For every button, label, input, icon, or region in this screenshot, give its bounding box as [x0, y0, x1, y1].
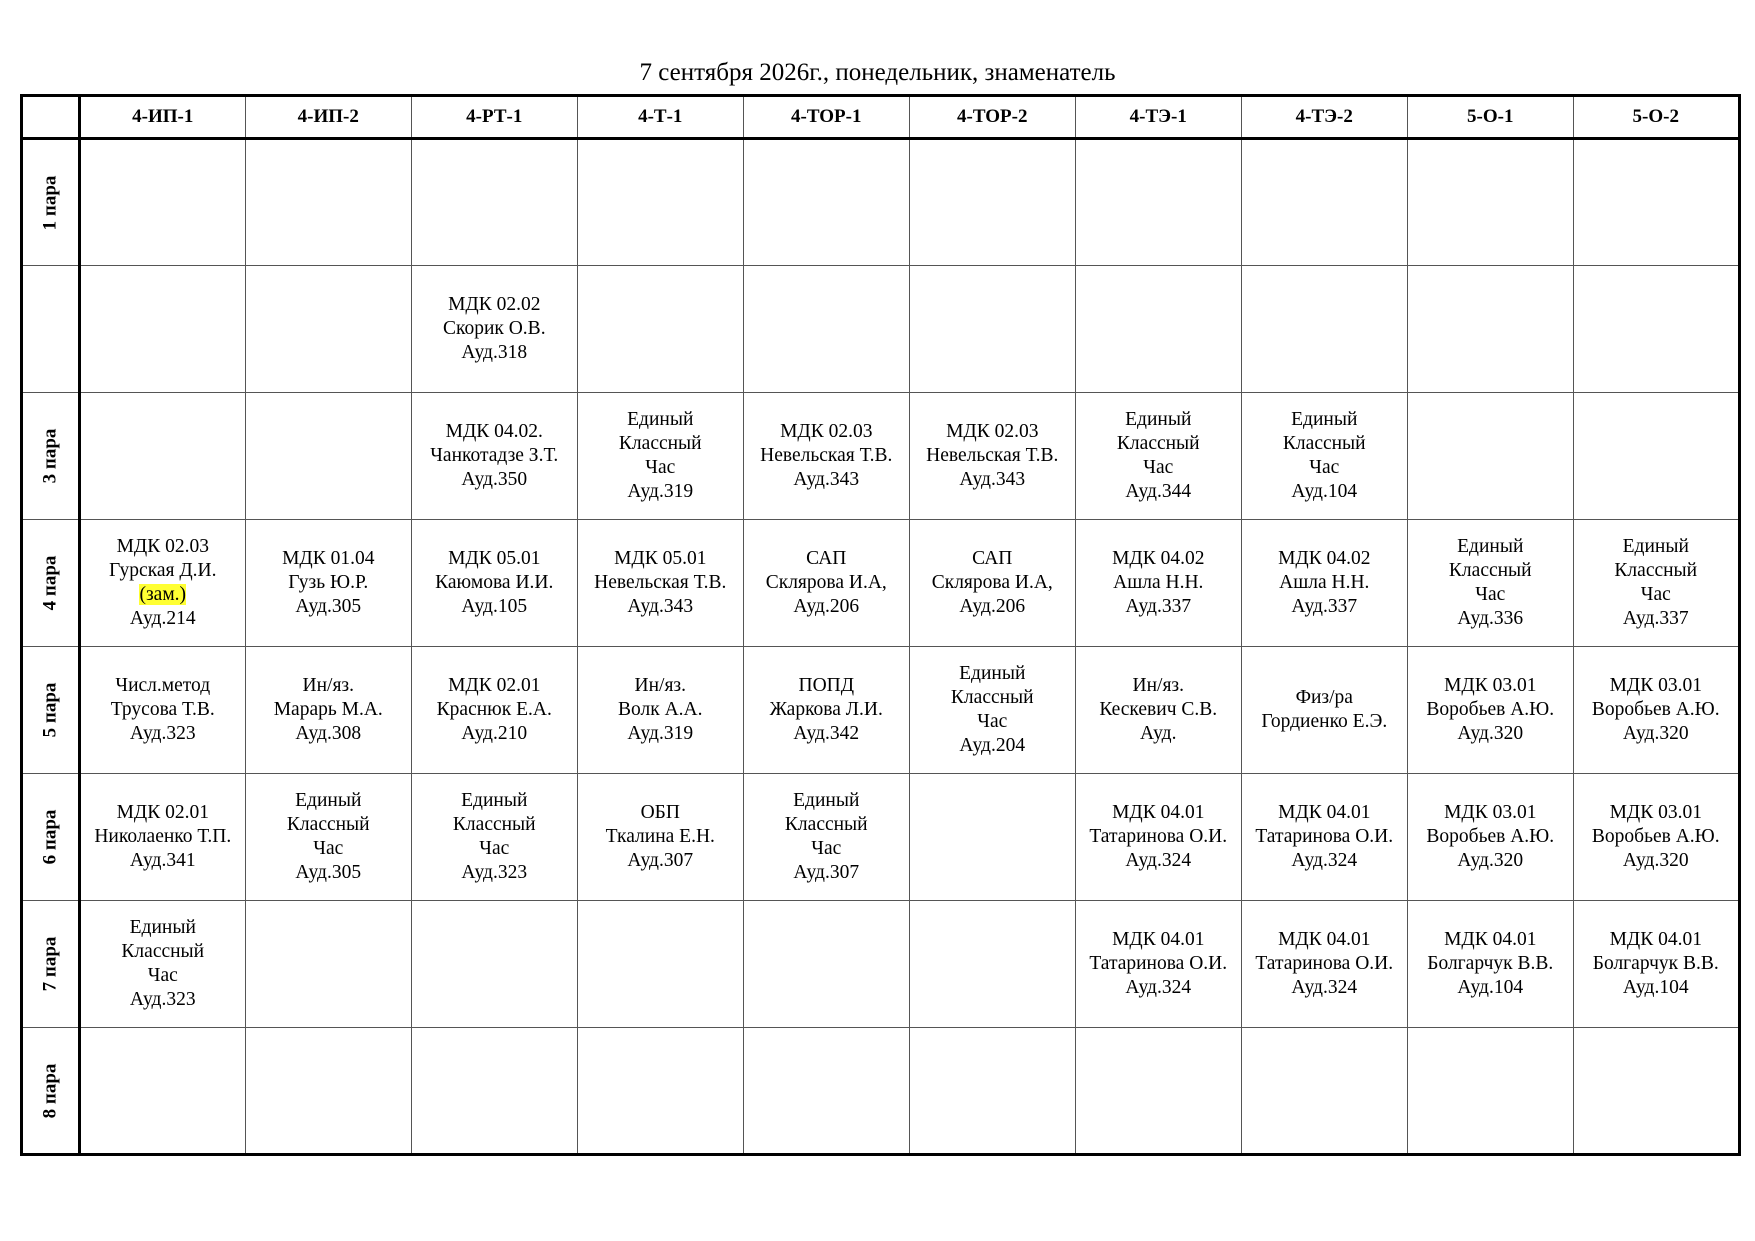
lesson-line: Ауд.323 — [461, 862, 528, 883]
lesson-line: Ауд.308 — [295, 723, 362, 744]
lesson-cell — [245, 774, 411, 901]
lesson-line: Марарь М.А. — [273, 699, 383, 720]
lesson-line: Ауд.337 — [1622, 608, 1689, 629]
lesson-line: Гурская Д.И. — [109, 560, 217, 581]
group-header: 4-ТОР-2 — [909, 96, 1075, 139]
lesson-cell — [743, 139, 909, 266]
period-row — [22, 774, 1740, 901]
lesson-line: Трусова Т.В. — [110, 699, 215, 720]
lesson-line: Классный — [1282, 433, 1366, 454]
lesson-line: Единый — [627, 409, 694, 430]
lesson-line: Ауд.341 — [129, 850, 196, 871]
lesson-line: Ашла Н.Н. — [1279, 572, 1370, 593]
period-cell — [22, 139, 80, 266]
lesson-line: Ауд.324 — [1125, 850, 1192, 871]
period-row — [22, 520, 1740, 647]
lesson-line: Классный — [286, 814, 370, 835]
lesson-cell — [1573, 393, 1739, 520]
period-label: 6 пара — [39, 809, 61, 865]
lesson-line: Классный — [452, 814, 536, 835]
lesson-line: Татаринова О.И. — [1089, 953, 1228, 974]
lesson-cell — [1075, 520, 1241, 647]
lesson-line: Единый — [295, 790, 362, 811]
schedule-table — [20, 94, 1741, 1156]
lesson-line: Склярова И.А, — [765, 572, 887, 593]
lesson-cell — [245, 266, 411, 393]
lesson-line: Физ/ра — [1295, 687, 1353, 708]
lesson-cell — [909, 393, 1075, 520]
lesson-cell — [909, 1028, 1075, 1155]
lesson-cell — [1407, 901, 1573, 1028]
lesson-line: Склярова И.А, — [931, 572, 1053, 593]
lesson-line: Ауд.324 — [1291, 850, 1358, 871]
lesson-cell — [743, 520, 909, 647]
lesson-line: Ауд.344 — [1125, 481, 1192, 502]
lesson-cell — [411, 393, 577, 520]
lesson-line: Ауд.320 — [1622, 850, 1689, 871]
period-label: 5 пара — [39, 682, 61, 738]
lesson-line: Ауд.350 — [461, 469, 528, 490]
lesson-line: Ауд.319 — [627, 723, 694, 744]
lesson-line: Ауд.343 — [959, 469, 1026, 490]
lesson-line: Классный — [1116, 433, 1200, 454]
lesson-cell — [1407, 139, 1573, 266]
lesson-cell — [577, 139, 743, 266]
lesson-line: Ауд.105 — [461, 596, 528, 617]
lesson-line: Час — [1309, 457, 1340, 478]
lesson-cell — [1573, 266, 1739, 393]
lesson-line: Николаенко Т.П. — [94, 826, 232, 847]
lesson-line: Ауд.104 — [1291, 481, 1358, 502]
period-row — [22, 266, 1740, 393]
lesson-line: Классный — [1448, 560, 1532, 581]
lesson-line: САП — [806, 548, 847, 569]
lesson-cell — [79, 1028, 245, 1155]
lesson-line: Классный — [1614, 560, 1698, 581]
lesson-line: Чанкотадзе З.Т. — [430, 445, 559, 466]
lesson-line: МДК 04.01 — [1444, 929, 1537, 950]
lesson-line: Невельская Т.В. — [594, 572, 727, 593]
group-header: 4-ИП-2 — [245, 96, 411, 139]
lesson-line: Единый — [793, 790, 860, 811]
period-row — [22, 1028, 1740, 1155]
lesson-line: Ауд.337 — [1125, 596, 1192, 617]
lesson-line: МДК 05.01 — [448, 548, 541, 569]
lesson-cell — [909, 266, 1075, 393]
lesson-cell — [79, 139, 245, 266]
lesson-cell — [245, 901, 411, 1028]
lesson-line: МДК 03.01 — [1444, 802, 1537, 823]
lesson-cell — [577, 901, 743, 1028]
lesson-cell — [1075, 901, 1241, 1028]
lesson-cell — [1241, 393, 1407, 520]
lesson-line: МДК 02.01 — [116, 802, 209, 823]
lesson-line: Час — [1475, 584, 1506, 605]
lesson-line: Ауд.320 — [1457, 850, 1524, 871]
lesson-line: МДК 02.03 — [946, 421, 1039, 442]
lesson-line: ОБП — [640, 802, 680, 823]
lesson-line: Гордиенко Е.Э. — [1261, 711, 1388, 732]
lesson-line: Ауд.305 — [295, 596, 362, 617]
lesson-line: Воробьев А.Ю. — [1591, 826, 1720, 847]
lesson-cell — [1075, 393, 1241, 520]
lesson-cell — [743, 266, 909, 393]
lesson-line: Невельская Т.В. — [760, 445, 893, 466]
lesson-line: Единый — [129, 917, 196, 938]
lesson-cell — [1075, 647, 1241, 774]
lesson-line: Классный — [121, 941, 205, 962]
lesson-line: Классный — [784, 814, 868, 835]
lesson-cell — [79, 266, 245, 393]
lesson-cell — [1407, 774, 1573, 901]
lesson-line: Ауд.337 — [1291, 596, 1358, 617]
lesson-cell — [411, 139, 577, 266]
lesson-line: Невельская Т.В. — [926, 445, 1059, 466]
lesson-line: МДК 02.01 — [448, 675, 541, 696]
lesson-cell — [909, 647, 1075, 774]
lesson-cell — [411, 1028, 577, 1155]
lesson-line: Ауд.342 — [793, 723, 860, 744]
lesson-line: Час — [977, 711, 1008, 732]
lesson-cell — [1407, 393, 1573, 520]
lesson-cell — [1241, 1028, 1407, 1155]
lesson-line: Единый — [1125, 409, 1192, 430]
lesson-line: Воробьев А.Ю. — [1426, 699, 1555, 720]
period-label: 8 пара — [39, 1063, 61, 1118]
period-cell — [22, 266, 80, 393]
lesson-line: Ауд.324 — [1291, 977, 1358, 998]
lesson-line: Ауд.323 — [129, 989, 196, 1010]
period-cell — [22, 647, 80, 774]
lesson-cell — [411, 520, 577, 647]
lesson-line: МДК 04.02. — [445, 421, 543, 442]
group-header: 4-ТЭ-2 — [1241, 96, 1407, 139]
group-header: 4-ТОР-1 — [743, 96, 909, 139]
corner-cell — [22, 96, 80, 139]
lesson-line: Болгарчук В.В. — [1427, 953, 1554, 974]
lesson-line: Скорик О.В. — [442, 318, 546, 339]
lesson-line: Ауд.104 — [1457, 977, 1524, 998]
lesson-cell — [1573, 774, 1739, 901]
lesson-cell — [245, 1028, 411, 1155]
lesson-cell — [1241, 139, 1407, 266]
lesson-line: МДК 02.03 — [116, 536, 209, 557]
lesson-cell — [79, 647, 245, 774]
lesson-line: МДК 03.01 — [1444, 675, 1537, 696]
lesson-line: Час — [811, 838, 842, 859]
lesson-line — [81, 583, 245, 607]
lesson-cell — [577, 520, 743, 647]
lesson-line: Классный — [950, 687, 1034, 708]
lesson-line: Единый — [461, 790, 528, 811]
period-label: 3 пара — [39, 428, 61, 484]
substitution-mark: (зам.) — [139, 584, 187, 605]
lesson-line: МДК 03.01 — [1609, 802, 1702, 823]
lesson-cell — [909, 520, 1075, 647]
lesson-line: МДК 04.01 — [1112, 802, 1205, 823]
lesson-line: Час — [479, 838, 510, 859]
period-cell — [22, 520, 80, 647]
lesson-cell — [577, 774, 743, 901]
lesson-cell — [577, 1028, 743, 1155]
lesson-line: Ауд.214 — [129, 608, 196, 629]
lesson-line: Ауд.318 — [461, 342, 528, 363]
lesson-line: Ауд.305 — [295, 862, 362, 883]
lesson-line: Час — [313, 838, 344, 859]
lesson-line: Гузь Ю.Р. — [288, 572, 369, 593]
lesson-line: Ауд.206 — [793, 596, 860, 617]
lesson-cell — [1241, 266, 1407, 393]
lesson-cell — [909, 139, 1075, 266]
lesson-line: Ауд.307 — [627, 850, 694, 871]
lesson-cell — [909, 901, 1075, 1028]
lesson-cell — [1075, 1028, 1241, 1155]
lesson-line: Ауд.307 — [793, 862, 860, 883]
period-cell — [22, 901, 80, 1028]
lesson-line: САП — [972, 548, 1013, 569]
lesson-line: МДК 04.01 — [1278, 802, 1371, 823]
period-label: 1 пара — [39, 175, 61, 230]
lesson-line: Единый — [1622, 536, 1689, 557]
lesson-line: Час — [1143, 457, 1174, 478]
period-cell — [22, 774, 80, 901]
period-label: 7 пара — [39, 936, 61, 992]
lesson-line: Татаринова О.И. — [1089, 826, 1228, 847]
group-header: 4-ТЭ-1 — [1075, 96, 1241, 139]
lesson-line: Воробьев А.Ю. — [1426, 826, 1555, 847]
period-row — [22, 393, 1740, 520]
lesson-cell — [1075, 139, 1241, 266]
lesson-line: Числ.метод — [115, 675, 211, 696]
lesson-line: Единый — [1457, 536, 1524, 557]
lesson-line: Ауд.323 — [129, 723, 196, 744]
lesson-cell — [79, 393, 245, 520]
lesson-cell — [1075, 774, 1241, 901]
lesson-cell — [1241, 647, 1407, 774]
lesson-line: Ауд.204 — [959, 735, 1026, 756]
lesson-cell — [1407, 520, 1573, 647]
lesson-cell — [743, 1028, 909, 1155]
lesson-line: Единый — [1291, 409, 1358, 430]
lesson-cell — [1241, 774, 1407, 901]
lesson-cell — [1407, 1028, 1573, 1155]
lesson-line: МДК 01.04 — [282, 548, 375, 569]
lesson-line: МДК 02.02 — [448, 294, 541, 315]
lesson-line: Ауд.343 — [793, 469, 860, 490]
lesson-line: Татаринова О.И. — [1255, 826, 1394, 847]
lesson-line: Ин/яз. — [634, 675, 686, 696]
lesson-cell — [1407, 266, 1573, 393]
lesson-line: Ин/яз. — [1132, 675, 1184, 696]
lesson-line: Час — [645, 457, 676, 478]
lesson-line: Ауд.336 — [1457, 608, 1524, 629]
lesson-cell — [1573, 520, 1739, 647]
lesson-line: Ауд.320 — [1457, 723, 1524, 744]
lesson-cell — [1241, 520, 1407, 647]
lesson-cell — [245, 520, 411, 647]
group-header: 4-ИП-1 — [79, 96, 245, 139]
period-row — [22, 901, 1740, 1028]
lesson-line: Классный — [618, 433, 702, 454]
lesson-line: МДК 04.01 — [1112, 929, 1205, 950]
lesson-line: Каюмова И.И. — [435, 572, 554, 593]
lesson-line: Ауд.210 — [461, 723, 528, 744]
lesson-line: ПОПД — [798, 675, 855, 696]
group-header: 5-О-2 — [1573, 96, 1739, 139]
period-row — [22, 139, 1740, 266]
lesson-cell — [411, 901, 577, 1028]
lesson-cell — [1407, 647, 1573, 774]
lesson-cell — [1573, 647, 1739, 774]
lesson-cell — [411, 266, 577, 393]
lesson-cell — [1573, 901, 1739, 1028]
group-header: 4-Т-1 — [577, 96, 743, 139]
lesson-cell — [577, 393, 743, 520]
lesson-cell — [1241, 901, 1407, 1028]
lesson-line: Ауд.104 — [1622, 977, 1689, 998]
lesson-line: Жаркова Л.И. — [769, 699, 883, 720]
lesson-cell — [79, 901, 245, 1028]
lesson-line: МДК 02.03 — [780, 421, 873, 442]
lesson-line: Единый — [959, 663, 1026, 684]
lesson-line: МДК 04.01 — [1609, 929, 1702, 950]
lesson-line: Ткалина Е.Н. — [605, 826, 715, 847]
page-title: 7 сентября 2026г., понедельник, знаменатель — [639, 59, 1116, 86]
lesson-cell — [743, 901, 909, 1028]
lesson-line: Час — [147, 965, 178, 986]
lesson-cell — [577, 266, 743, 393]
lesson-line: МДК 04.01 — [1278, 929, 1371, 950]
lesson-line: Волк А.А. — [618, 699, 703, 720]
period-label: 4 пара — [39, 555, 61, 611]
lesson-line: МДК 04.02 — [1112, 548, 1205, 569]
lesson-line: Ашла Н.Н. — [1113, 572, 1204, 593]
lesson-line: МДК 04.02 — [1278, 548, 1371, 569]
period-row — [22, 647, 1740, 774]
lesson-cell — [743, 647, 909, 774]
lesson-cell — [245, 139, 411, 266]
lesson-cell — [1573, 1028, 1739, 1155]
lesson-line: Ин/яз. — [302, 675, 354, 696]
lesson-line: МДК 05.01 — [614, 548, 707, 569]
lesson-line: Час — [1640, 584, 1671, 605]
lesson-cell — [743, 774, 909, 901]
period-cell — [22, 1028, 80, 1155]
lesson-line: Краснюк Е.А. — [436, 699, 552, 720]
lesson-line: Кескевич С.В. — [1099, 699, 1218, 720]
lesson-cell — [79, 520, 245, 647]
lesson-line: МДК 03.01 — [1609, 675, 1702, 696]
lesson-cell — [743, 393, 909, 520]
lesson-cell — [411, 647, 577, 774]
lesson-line: Ауд.343 — [627, 596, 694, 617]
header-row — [22, 96, 1740, 139]
lesson-line: Ауд.206 — [959, 596, 1026, 617]
period-cell — [22, 393, 80, 520]
lesson-cell — [577, 647, 743, 774]
lesson-cell — [411, 774, 577, 901]
group-header: 4-РТ-1 — [411, 96, 577, 139]
lesson-cell — [245, 393, 411, 520]
lesson-cell — [245, 647, 411, 774]
lesson-cell — [79, 774, 245, 901]
lesson-cell — [1573, 139, 1739, 266]
group-header: 5-О-1 — [1407, 96, 1573, 139]
lesson-cell — [909, 774, 1075, 901]
lesson-line: Ауд.320 — [1622, 723, 1689, 744]
lesson-line: Ауд.324 — [1125, 977, 1192, 998]
lesson-line: Татаринова О.И. — [1255, 953, 1394, 974]
lesson-line: Ауд. — [1140, 723, 1177, 744]
lesson-line: Ауд.319 — [627, 481, 694, 502]
lesson-cell — [1075, 266, 1241, 393]
lesson-line: Болгарчук В.В. — [1592, 953, 1719, 974]
lesson-line: Воробьев А.Ю. — [1591, 699, 1720, 720]
